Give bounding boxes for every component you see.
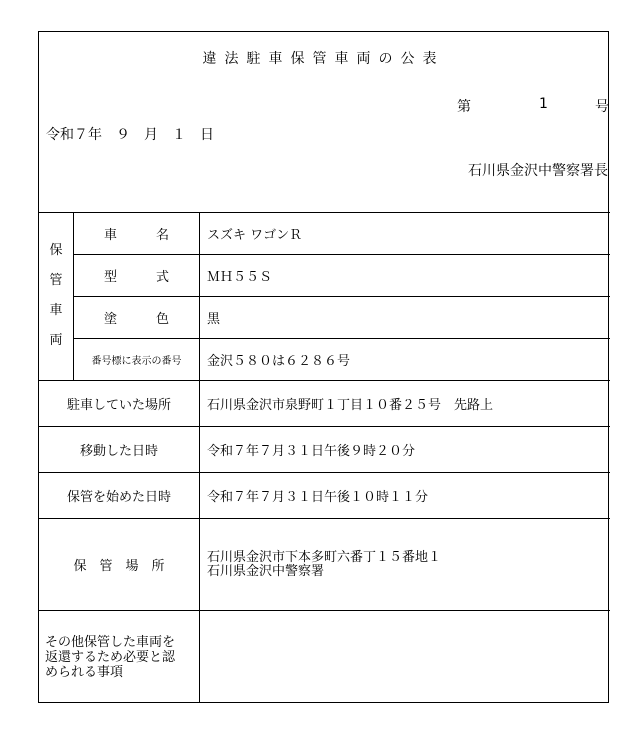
notice-number-suffix: 号: [595, 99, 609, 115]
vehicle-group-char: 管: [49, 273, 63, 288]
plate-number-value: 金沢５８０は６２８６号: [207, 354, 351, 369]
storage-place-value: [200, 519, 610, 610]
document-title: 違法駐車保管車両の公表: [202, 51, 445, 67]
vehicle-group-char: 車: [49, 303, 63, 318]
vehicle-group-label: [39, 212, 73, 380]
vehicle-color-value: 黒: [207, 312, 221, 327]
storage-place-address: 石川県金沢市下本多町六番丁１５番地１: [207, 549, 442, 565]
public-notice-form: [38, 31, 609, 703]
vehicle-name-label: 車 名: [103, 228, 169, 243]
vehicle-group-char: 両: [49, 333, 63, 348]
storage-start-value: 令和７年７月３１日午後１０時１１分: [207, 490, 429, 505]
vehicle-group-char: 保: [49, 243, 63, 258]
parked-place-label: 駐車していた場所: [66, 398, 171, 413]
other-matters-value: [200, 611, 610, 703]
other-matters-label: その他保管した車両を 返還するため必要と認 められる事項: [45, 634, 176, 680]
notice-number-value: 1: [539, 96, 548, 112]
notice-date: 令和７年 ９ 月 １ 日: [46, 127, 214, 143]
vehicle-color-label: 塗 色: [103, 312, 169, 327]
notice-number-prefix: 第: [457, 99, 471, 115]
moved-datetime-value: 令和７年７月３１日午後９時２０分: [207, 444, 416, 459]
parked-place-value: 石川県金沢市泉野町１丁目１０番２５号 先路上: [207, 398, 494, 413]
vehicle-model-value: ＭＨ５５Ｓ: [207, 270, 273, 285]
issuer-name: 石川県金沢中警察署長: [468, 163, 608, 179]
vehicle-name-value: スズキ ワゴンＲ: [207, 228, 303, 243]
vehicle-model-label: 型 式: [103, 270, 169, 285]
plate-number-label: 番号標に表示の番号: [91, 356, 182, 367]
storage-place-station: 石川県金沢中警察署: [207, 563, 325, 579]
storage-start-label: 保管を始めた日時: [66, 490, 171, 505]
moved-datetime-label: 移動した日時: [79, 444, 158, 459]
storage-place-label: 保 管 場 所: [73, 559, 165, 574]
